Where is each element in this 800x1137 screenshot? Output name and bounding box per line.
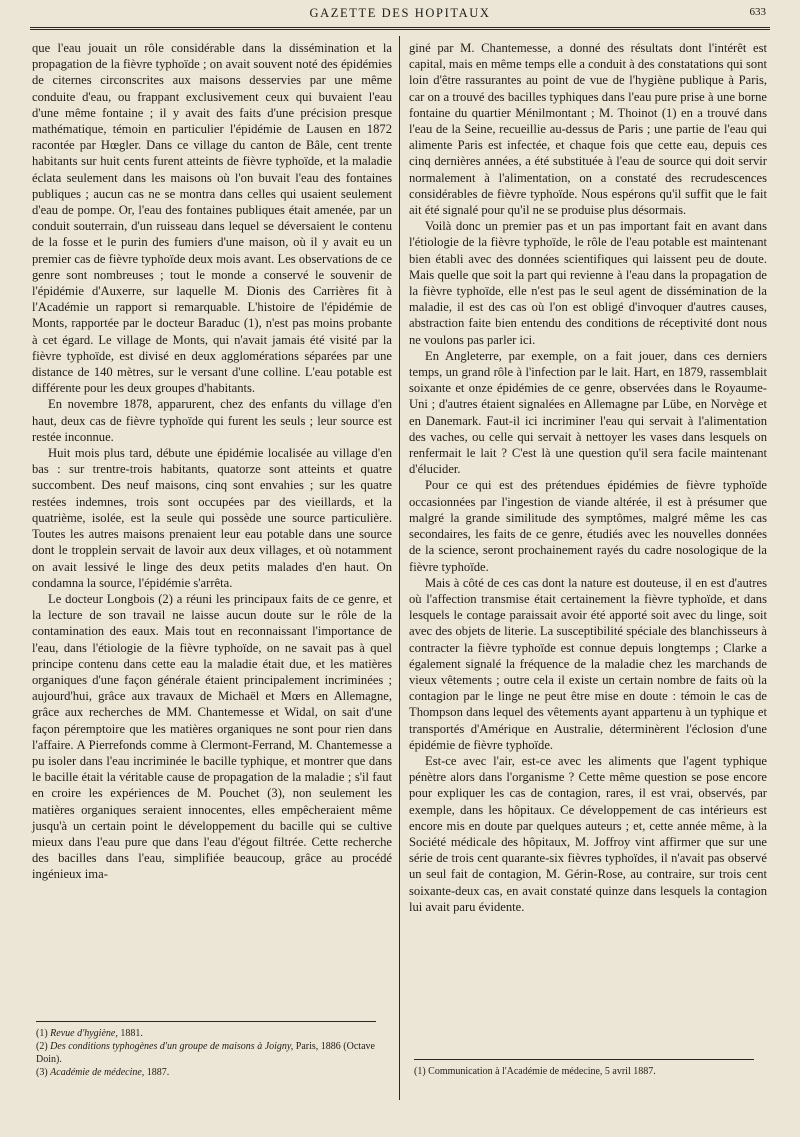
paragraph: Pour ce qui est des prétendues épidémies de fièvre typhoïde occasionnées par l'ingestion de viande altérée, il est à présumer que malgré la grande similitude des symptômes, malgré même les cas secondaires, les faits de ce genre, étudiés avec les nouvelles données de la science, seront prochainement rayés du cadre nosologique de la fièvre typhoïde.	[409, 478, 767, 574]
paragraph: En novembre 1878, apparurent, chez des enfants du village d'en haut, deux cas de fièvre typhoïde qui furent les seuls ; leur source est restée inconnue.	[32, 397, 392, 444]
footnote	[36, 1066, 386, 1079]
footnote-detail: 1887.	[144, 1067, 170, 1078]
footnotes-left	[36, 1021, 386, 1079]
footnote	[36, 1040, 386, 1066]
footnote-number: (1)	[36, 1028, 48, 1039]
paragraph: Mais à côté de ces cas dont la nature est douteuse, il en est d'autres où l'affection transmise était certainement la fièvre typhoïde, et dans lesquels le contage paraissait avoir été apporté soit avec du linge, soit avec des objets de literie. La susceptibilité spéciale des blanchisseurs à contracter la fièvre typhoïde est connue depuis longtemps ; Clarke a également signalé la fréquence de la maladie chez les marchands de vieux vêtements ; outre cela il existe un certain nombre de faits où la contagion par le linge ne peut être mise en doute : témoin le cas de Thompson dans lequel des vêtements ayant appartenu à un typhique et transportés d'Amérique en Australie, déterminèrent l'éclosion d'une épidémie de fièvre typhoïde.	[409, 575, 767, 752]
page-header	[0, 0, 800, 30]
footnote	[414, 1065, 764, 1078]
paragraph: Huit mois plus tard, débute une épidémie localisée au village d'en bas : sur trentre-trois habitants, quatorze sont atteints et quatre succombent. Des neuf maisons, cinq sont envahies ; sur les quatre restées indemnes, trois sont occupées par des vieillards, et la quatrième, isolée, est la seule qui possède une source particulière. Toutes les autres maisons prenaient leur eau potable dans une source dont le tropplein servait de lavoir aux deux villages, et où notamment on avait lessivé le linge des deux petits malades d'en haut. On condamna la source, l'épidémie s'arrêta.	[32, 446, 392, 590]
footnote-number: (2)	[36, 1041, 48, 1052]
footnote-rule	[36, 1021, 376, 1022]
page-number: 633	[749, 6, 766, 18]
footnote-source: Revue d'hygiène,	[50, 1028, 118, 1039]
left-column	[32, 40, 392, 883]
journal-title: GAZETTE DES HOPITAUX	[309, 6, 491, 20]
paragraph: que l'eau jouait un rôle considérable dans la dissémination et la propagation de la fièvre typhoïde ; on avait souvent noté des épidémies de citernes circonscrites aux maisons desservies par une même conduite d'eau, ou frappant exclusivement ceux qui buvaient l'eau d'une même fontaine ; il y avait des faits d'une précision presque mathématique, témoin en particulier l'épidémie de Lausen en 1872 racontée par Hœgler. Dans ce village du canton de Bâle, cent trente habitants sur huit cents furent atteints de fièvre typhoïde, et la maladie éclata seulement dans les maisons où l'on buvait l'eau des fontaines publiques ; aucun cas ne se montra dans celles qui usaient seulement d'eau de pompe. Or, l'eau des fontaines publiques était amenée, par un conduit souterrain, d'un ruisseau dans lequel se déversaient le contenu de la fosse et le purin des fumiers d'une maison, où il y avait eu un premier cas de fièvre typhoïde deux mois avant. Les observations de ce genre sont nombreuses ; tout le monde a conservé le souvenir de l'épidémie d'Auxerre, sur laquelle M. Dionis des Carrières fit à l'Académie un rapport si remarquable. L'histoire de l'épidémie de Monts, rapportée par le docteur Baraduc (1), n'est pas moins probante à cet égard. Le village de Monts, qui n'avait jamais été visité par la fièvre typhoïde, est divisé en deux agglomérations séparées par une distance de 140 mètres, sur le versant d'une colline. L'eau potable est différente pour les deux groupes d'habitants.	[32, 41, 392, 396]
column-divider	[399, 36, 400, 1100]
footnote-source: Académie de médecine,	[50, 1067, 145, 1078]
right-column	[409, 40, 767, 915]
footnote-detail: 1881.	[117, 1028, 143, 1039]
header-rule	[30, 27, 770, 30]
paragraph: Voilà donc un premier pas et un pas important fait en avant dans l'étiologie de la fièvre typhoïde, le rôle de l'eau potable est maintenant bien établi avec des données scientifiques qui laissent peu de doute. Mais quelle que soit la part qui revienne à l'eau dans la propagation de la fièvre typhoïde, elle n'est pas le seul agent de dissémination de la maladie, il est des cas où l'on est obligé d'invoquer d'autres causes, abstraction faite bien entendu des conditions de réceptivité dont nous ne voulons pas parler ici.	[409, 219, 767, 347]
footnote	[36, 1027, 386, 1040]
paragraph: giné par M. Chantemesse, a donné des résultats dont l'intérêt est capital, mais en même temps elle a conduit à des constatations qui sont loin d'être rassurantes au point de vue de l'hygiène publique à Paris, car on a trouvé des bacilles typhiques dans l'eau pure prise à une borne fontaine du quartier Ménilmontant ; M. Thoinot (1) en a trouvé dans l'eau de la Seine, recueillie au-dessus de Paris ; une partie de l'eau qui alimente Paris est infectée, et chaque fois que cette eau, depuis ces cinq dernières années, a été substituée à l'eau de source qui doit servir normalement à l'alimentation, on a constaté des recrudescences considérables de fièvre typhoïde. Nous espérons qu'il suffit que le fait ait été signalé pour qu'il ne se produise plus désormais.	[409, 41, 767, 218]
footnote-number: (3)	[36, 1067, 48, 1078]
footnote-detail: Paris, 1886 (Octave Doin).	[36, 1041, 375, 1065]
footnotes-right	[414, 1059, 764, 1078]
footnote-source: Des conditions typhogènes d'un groupe de maisons à Joigny,	[50, 1041, 294, 1052]
footnote-rule	[414, 1059, 754, 1060]
footnote-detail: Communication à l'Académie de médecine, 5 avril 1887.	[425, 1066, 656, 1077]
paragraph: Est-ce avec l'air, est-ce avec les aliments que l'agent typhique pénètre alors dans l'organisme ? Cette même question se pose encore pour expliquer les cas de contagion, rares, il est vrai, observés, par exemple, dans les hôpitaux. Ce développement de cas intérieurs est encore mis en doute par quelques auteurs ; et, cette année même, à la Société médicale des hôpitaux, M. Joffroy vint affirmer que sur une série de trois cent quarante-six fièvres typhoïdes, il n'avait pas observé un seul fait de contagion, M. Gérin-Rose, au contraire, sur trois cent soixante-deux cas, en avait constaté quinze dans lesquels la contagion lui avait paru évidente.	[409, 753, 767, 914]
paragraph: En Angleterre, par exemple, on a fait jouer, dans ces derniers temps, un grand rôle à l'infection par le lait. Hart, en 1879, rassemblait soixante et onze épidémies de ce genre, observées dans le Royaume-Uni ; d'autres étaient signalées en Allemagne par Lübe, en Norvège et en Danemark. Faut-il ici incriminer l'eau qui servait à l'alimentation des vaches, ou celle qui servait à nettoyer les vases dans lesquels on renfermait le lait ? C'est là une question qu'il sera facile maintenant d'élucider.	[409, 348, 767, 477]
paragraph: Le docteur Longbois (2) a réuni les principaux faits de ce genre, et la lecture de son travail ne laisse aucun doute sur le rôle de la contamination des eaux. Mais tout en reconnaissant l'importance de l'eau, dans l'étiologie de la fièvre typhoïde, on ne savait pas à quel principe contenu dans cette eau la maladie était due, et les matières organiques d'une façon générale étaient principalement incriminées ; aujourd'hui, grâce aux travaux de Michaël et Mœrs en Allemagne, grâce aux recherches de MM. Chantemesse et Widal, on sait d'une façon péremptoire que les matières organiques ne sont pour rien dans l'affaire. A Pierrefonds comme à Clermont-Ferrand, M. Chantemesse a pu isoler dans l'eau incriminée le bacille typhique, et montrer que dans le bacille était la véritable cause de propagation de la maladie ; s'il faut en croire les expériences de M. Pouchet (3), non seulement les matières organiques seraient innocentes, elles empêcheraient même jusqu'à un certain point le développement du bacille qui se cultive mieux dans l'eau pure que dans l'eau d'égout filtrée. Cette recherche des bacilles dans l'eau, simplifiée beaucoup, grâce au procédé ingénieux ima-	[32, 591, 392, 882]
footnote-number: (1)	[414, 1066, 426, 1077]
